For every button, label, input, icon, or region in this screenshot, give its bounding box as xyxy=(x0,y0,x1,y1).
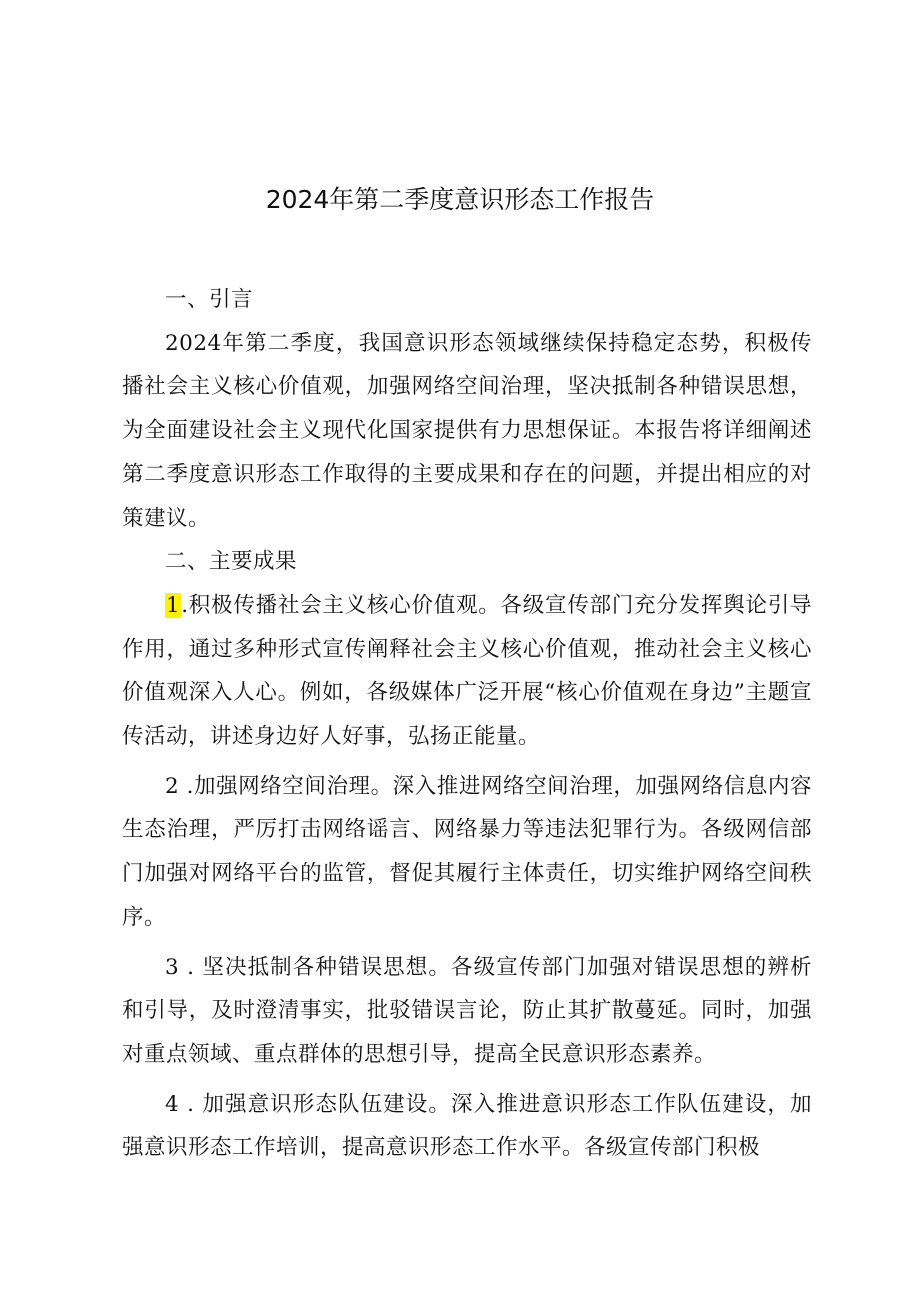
highlighted-item-number: 1 xyxy=(166,592,181,618)
section-heading-intro: 一、引言 xyxy=(165,287,254,312)
item-1-text: .积极传播社会主义核心价值观。各级宣传部门充分发挥舆论引导作用，通过多种形式宣传阐释社会主义核心价值观，推动社会主义核心价值观深入人心。例如，各级媒体广泛开展“核心价值观在身边”主题宣传活动，讲述身边好人好事，弘扬正能量。 xyxy=(122,592,812,750)
paragraph-item-2: 2 .加强网络空间治理。深入推进网络空间治理，加强网络信息内容生态治理，严厉打击网络谣言、网络暴力等违法犯罪行为。各级网信部门加强对网络平台的监管，督促其履行主体责任，切实维护网络空间秩序。 xyxy=(122,773,812,930)
paragraph-intro: 2024年第二季度，我国意识形态领域继续保持稳定态势，积极传播社会主义核心价值观，加强网络空间治理，坚决抵制各种错误思想，为全面建设社会主义现代化国家提供有力思想保证。本报告将详细阐述第二季度意识形态工作取得的主要成果和存在的问题，并提出相应的对策建议。 xyxy=(122,330,812,531)
paragraph-item-4: 4 . 加强意识形态队伍建设。深入推进意识形态工作队伍建设，加强意识形态工作培训，提高意识形态工作水平。各级宣传部门积极 xyxy=(122,1091,812,1161)
document-title: 2024年第二季度意识形态工作报告 xyxy=(265,185,655,214)
paragraph-item-3: 3 . 坚决抵制各种错误思想。各级宣传部门加强对错误思想的辨析和引导，及时澄清事实，批驳错误言论，防止其扩散蔓延。同时，加强对重点领域、重点群体的思想引导，提高全民意识形态素养。 xyxy=(122,954,812,1067)
section-heading-results: 二、主要成果 xyxy=(165,549,298,575)
paragraph-item-1 xyxy=(122,584,812,759)
document-body xyxy=(122,278,812,1170)
